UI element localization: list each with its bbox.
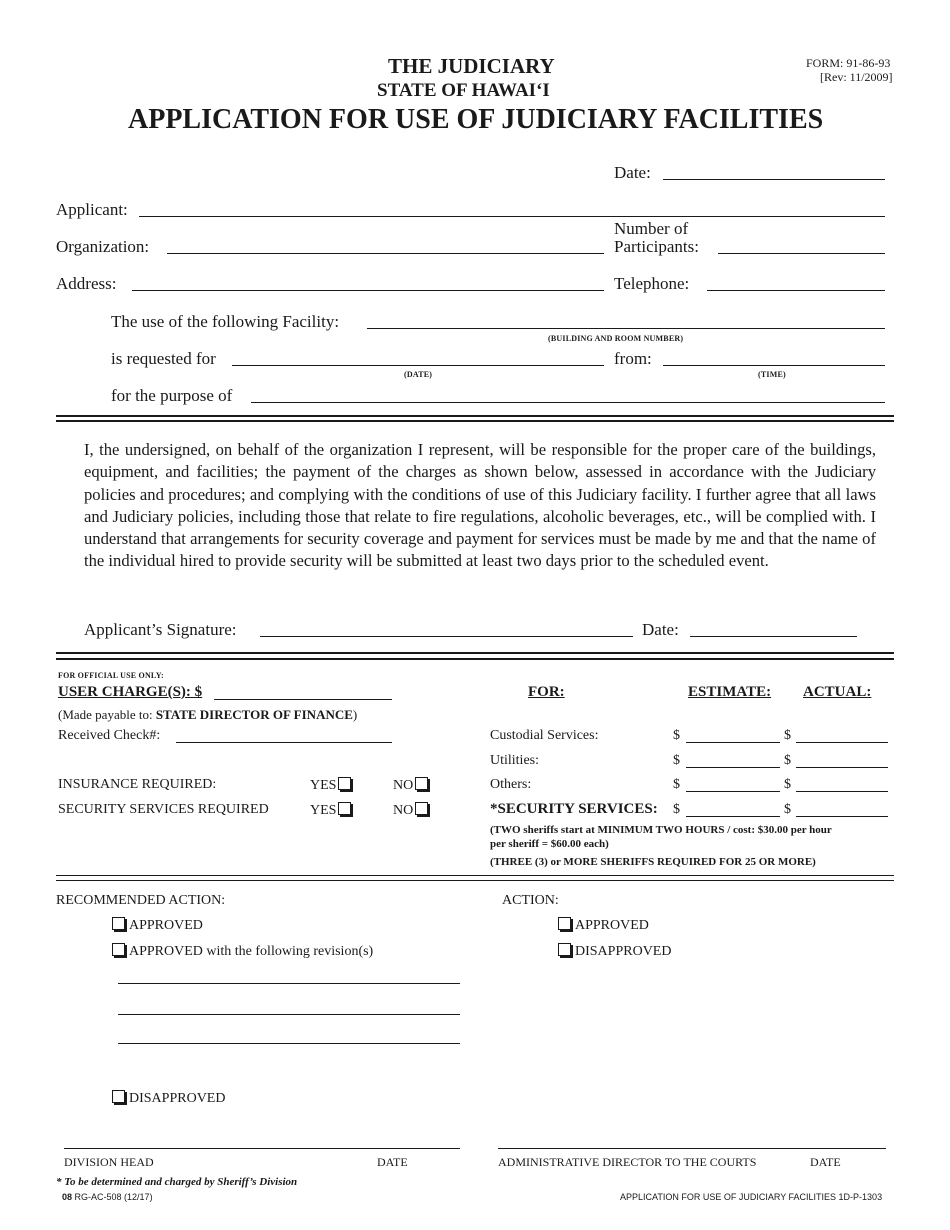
checkbox-icon[interactable] — [558, 943, 571, 956]
checkbox-icon[interactable] — [415, 802, 428, 815]
action-label: ACTION: — [502, 893, 559, 908]
form-revision: [Rev: 11/2009] — [820, 70, 893, 84]
checkbox-icon[interactable] — [112, 1090, 125, 1103]
estimate-input-line[interactable] — [686, 742, 780, 743]
checkbox-icon[interactable] — [112, 917, 125, 930]
security-cost-note: (TWO sheriffs start at MINIMUM TWO HOURS / cost: $30.00 per hour — [490, 824, 832, 836]
revision-input-line[interactable] — [118, 983, 460, 984]
time-input-line[interactable] — [663, 365, 885, 366]
purpose-label: for the purpose of — [111, 386, 233, 405]
signature-input-line[interactable] — [260, 636, 633, 637]
dollar-sign: $ — [673, 728, 680, 743]
user-charges-input-line[interactable] — [214, 699, 392, 700]
participants-label-line1: Number of — [614, 219, 689, 238]
section-divider — [56, 415, 894, 417]
signature-label: Applicant’s Signature: — [84, 620, 237, 639]
judiciary-heading: THE JUDICIARY — [388, 54, 555, 78]
estimate-input-line[interactable] — [686, 816, 780, 817]
division-head-signature-line[interactable] — [64, 1148, 460, 1149]
payable-to-name: STATE DIRECTOR OF FINANCE — [155, 707, 353, 722]
official-use-heading: FOR OFFICIAL USE ONLY: — [58, 671, 164, 680]
dollar-sign: $ — [784, 802, 791, 817]
action-disapproved-option[interactable]: DISAPPROVED — [556, 943, 671, 960]
received-check-label: Received Check#: — [58, 728, 161, 743]
recommended-disapproved-option[interactable]: DISAPPROVED — [110, 1090, 225, 1107]
revision-input-line[interactable] — [118, 1014, 460, 1015]
column-for: FOR: — [528, 684, 565, 700]
security-cost-note: (THREE (3) or MORE SHERIFFS REQUIRED FOR 25 OR MORE) — [490, 856, 816, 868]
participants-input-line[interactable] — [718, 253, 885, 254]
address-label: Address: — [56, 274, 117, 293]
organization-label: Organization: — [56, 237, 150, 256]
revision-input-line[interactable] — [118, 1043, 460, 1044]
dollar-sign: $ — [673, 802, 680, 817]
recommended-approved-option[interactable]: APPROVED — [110, 917, 203, 934]
insurance-yes-option[interactable]: YES — [310, 777, 355, 794]
dollar-sign: $ — [784, 753, 791, 768]
address-input-line[interactable] — [132, 290, 604, 291]
security-cost-note: per sheriff = $60.00 each) — [490, 838, 609, 850]
purpose-input-line[interactable] — [251, 402, 885, 403]
telephone-input-line[interactable] — [707, 290, 885, 291]
column-actual: ACTUAL: — [803, 684, 872, 700]
dollar-sign: $ — [673, 777, 680, 792]
checkbox-icon[interactable] — [338, 777, 351, 790]
applicant-label: Applicant: — [56, 200, 128, 219]
insurance-no-option[interactable]: NO — [393, 777, 432, 794]
participants-label-line2: Participants: — [614, 237, 699, 256]
page-title: APPLICATION FOR USE OF JUDICIARY FACILITIES — [128, 104, 824, 135]
requested-date-input-line[interactable] — [232, 365, 604, 366]
section-divider — [56, 420, 894, 422]
agreement-paragraph: I, the undersigned, on behalf of the organization I represent, will be responsible for the proper care of the buildings, equipment, and facilities; the payment of the charges as shown below, assessed in accordance with the Judiciary policies and procedures; and complying with the conditions of use of this Judiciary facility. I further agree that all laws and Judiciary policies, including those that relate to fire regulations, alcoholic beverages, etc., will be complied with. I understand that arrangements for security coverage and payment for services must be made by me and that the name of the individual hired to provide security will be submitted at least two days prior to the scheduled event. — [84, 440, 876, 571]
recommended-approved-revisions-option[interactable]: APPROVED with the following revision(s) — [110, 943, 373, 960]
division-head-label: DIVISION HEAD — [64, 1155, 154, 1169]
security-no-option[interactable]: NO — [393, 802, 432, 819]
actual-input-line[interactable] — [796, 742, 888, 743]
checkbox-icon[interactable] — [112, 943, 125, 956]
charge-row-label: Utilities: — [490, 753, 539, 768]
insurance-label: INSURANCE REQUIRED: — [58, 777, 217, 792]
signature-date-label: Date: — [642, 620, 679, 639]
state-heading: STATE OF HAWAI‘I — [377, 80, 550, 101]
building-hint: (BUILDING AND ROOM NUMBER) — [548, 334, 684, 343]
estimate-input-line[interactable] — [686, 791, 780, 792]
date-hint: (DATE) — [404, 370, 433, 379]
user-charges-label: USER CHARGE(S): $ — [58, 684, 203, 700]
date-label: Date: — [614, 163, 651, 182]
section-divider — [56, 880, 894, 881]
section-divider — [56, 652, 894, 654]
footer-form-label: APPLICATION FOR USE OF JUDICIARY FACILITIES 1D-P-1303 — [620, 1192, 883, 1202]
admin-director-label: ADMINISTRATIVE DIRECTOR TO THE COURTS — [498, 1155, 757, 1169]
organization-input-line[interactable] — [167, 253, 604, 254]
section-divider — [56, 875, 894, 876]
actual-input-line[interactable] — [796, 791, 888, 792]
signature-date-input-line[interactable] — [690, 636, 857, 637]
checkbox-icon[interactable] — [558, 917, 571, 930]
action-approved-option[interactable]: APPROVED — [556, 917, 649, 934]
date-input-line[interactable] — [663, 179, 885, 180]
from-label: from: — [614, 349, 652, 368]
checkbox-icon[interactable] — [415, 777, 428, 790]
actual-input-line[interactable] — [796, 816, 888, 817]
security-yes-option[interactable]: YES — [310, 802, 355, 819]
actual-input-line[interactable] — [796, 767, 888, 768]
requested-for-label: is requested for — [111, 349, 216, 368]
form-code: 08 RG-AC-508 (12/17) — [62, 1192, 153, 1202]
estimate-input-line[interactable] — [686, 767, 780, 768]
charge-row-label: Custodial Services: — [490, 728, 599, 743]
dollar-sign: $ — [673, 753, 680, 768]
column-estimate: ESTIMATE: — [688, 684, 772, 700]
recommended-action-label: RECOMMENDED ACTION: — [56, 893, 226, 908]
section-divider — [56, 658, 894, 660]
facility-input-line[interactable] — [367, 328, 885, 329]
charge-row-label: Others: — [490, 777, 532, 792]
form-number: FORM: 91-86-93 — [806, 56, 891, 70]
applicant-input-line[interactable] — [139, 216, 885, 217]
received-check-input-line[interactable] — [176, 742, 392, 743]
division-head-date-label: DATE — [377, 1155, 408, 1169]
sheriff-note: * To be determined and charged by Sheriff’s Division — [56, 1176, 298, 1188]
security-required-label: SECURITY SERVICES REQUIRED — [58, 802, 269, 817]
dollar-sign: $ — [784, 728, 791, 743]
time-hint: (TIME) — [758, 370, 786, 379]
telephone-label: Telephone: — [614, 274, 690, 293]
payable-note: (Made payable to: STATE DIRECTOR OF FINANCE) — [58, 707, 358, 722]
dollar-sign: $ — [784, 777, 791, 792]
checkbox-icon[interactable] — [338, 802, 351, 815]
facility-label: The use of the following Facility: — [111, 312, 340, 331]
admin-director-date-label: DATE — [810, 1155, 841, 1169]
admin-director-signature-line[interactable] — [498, 1148, 886, 1149]
charge-row-label: *SECURITY SERVICES: — [490, 801, 658, 817]
